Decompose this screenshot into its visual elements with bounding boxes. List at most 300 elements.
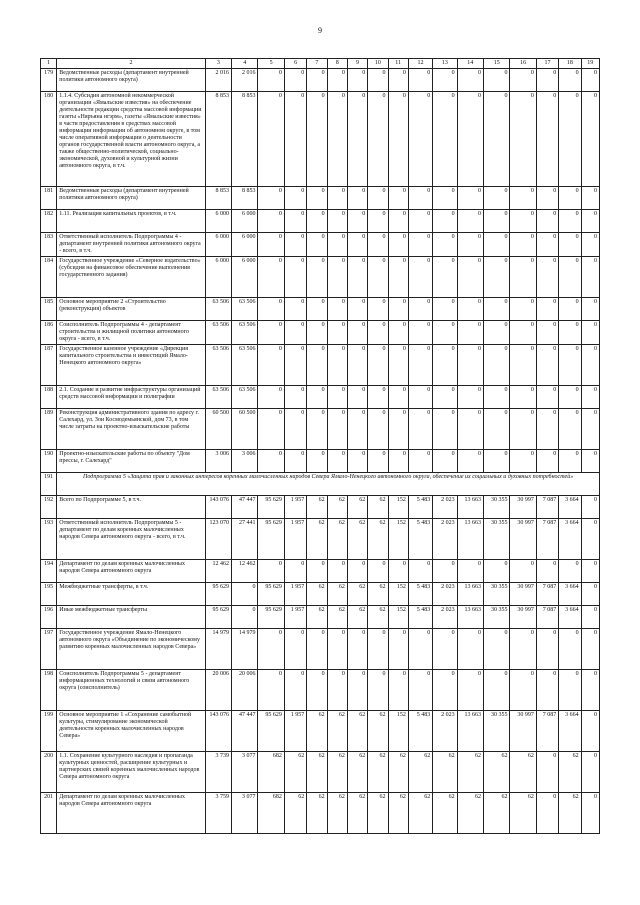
- amount-cell: 0: [388, 450, 408, 473]
- amount-cell: 0: [284, 69, 306, 92]
- amount-cell: 7 087: [536, 711, 558, 752]
- amount-cell: 0: [284, 321, 306, 345]
- amount-cell: 0: [536, 233, 558, 257]
- amount-cell: 0: [307, 560, 327, 583]
- amount-cell: 2 023: [433, 711, 457, 752]
- amount-cell: 0: [347, 450, 367, 473]
- amount-cell: 95 629: [258, 606, 284, 629]
- amount-cell: 62: [433, 793, 457, 834]
- column-header: 6: [284, 59, 306, 69]
- row-number: 195: [41, 583, 57, 606]
- amount-cell: 0: [484, 409, 510, 450]
- amount-cell: 0: [258, 257, 284, 298]
- amount-cell: 0: [433, 629, 457, 670]
- amount-cell: 0: [408, 560, 432, 583]
- amount-cell: 0: [484, 298, 510, 321]
- amount-cell: 0: [284, 210, 306, 233]
- amount-cell: 0: [388, 321, 408, 345]
- table-row: [41, 752, 600, 793]
- amount-cell: 0: [307, 321, 327, 345]
- amount-cell: 5 483: [408, 711, 432, 752]
- amount-cell: 62: [388, 793, 408, 834]
- amount-cell: 0: [408, 187, 432, 210]
- amount-cell: 0: [368, 321, 388, 345]
- amount-cell: 3 006: [232, 450, 258, 473]
- column-header: 16: [510, 59, 536, 69]
- amount-cell: 0: [510, 210, 536, 233]
- amount-cell: 0: [484, 629, 510, 670]
- amount-cell: 60 500: [205, 409, 231, 450]
- amount-cell: 0: [327, 92, 347, 187]
- amount-cell: 30 355: [484, 519, 510, 560]
- amount-cell: 0: [457, 210, 483, 233]
- amount-cell: 0: [536, 670, 558, 711]
- amount-cell: 0: [347, 629, 367, 670]
- amount-cell: 0: [433, 233, 457, 257]
- amount-cell: 62: [347, 793, 367, 834]
- amount-cell: 62: [559, 752, 581, 793]
- row-description: 1.11. Реализация капитальных проектов, в т.ч.: [57, 210, 205, 233]
- amount-cell: 63 506: [205, 345, 231, 386]
- amount-cell: 62: [347, 606, 367, 629]
- amount-cell: 0: [258, 69, 284, 92]
- amount-cell: 30 997: [510, 583, 536, 606]
- amount-cell: 27 441: [232, 519, 258, 560]
- amount-cell: 0: [457, 298, 483, 321]
- amount-cell: 0: [327, 629, 347, 670]
- amount-cell: 62: [368, 711, 388, 752]
- amount-cell: 0: [559, 210, 581, 233]
- amount-cell: 12 462: [232, 560, 258, 583]
- amount-cell: 62: [408, 793, 432, 834]
- amount-cell: 0: [510, 187, 536, 210]
- amount-cell: 13 663: [457, 711, 483, 752]
- amount-cell: 0: [258, 386, 284, 409]
- amount-cell: 3 077: [232, 793, 258, 834]
- amount-cell: 0: [307, 210, 327, 233]
- amount-cell: 0: [510, 321, 536, 345]
- amount-cell: 0: [433, 386, 457, 409]
- amount-cell: 0: [484, 560, 510, 583]
- amount-cell: 62: [368, 519, 388, 560]
- amount-cell: 0: [559, 187, 581, 210]
- amount-cell: 0: [368, 386, 388, 409]
- amount-cell: 0: [510, 345, 536, 386]
- amount-cell: 0: [388, 257, 408, 298]
- amount-cell: 0: [408, 298, 432, 321]
- column-header: 4: [232, 59, 258, 69]
- amount-cell: 0: [559, 670, 581, 711]
- amount-cell: 0: [408, 629, 432, 670]
- amount-cell: 3 006: [205, 450, 231, 473]
- column-header: 14: [457, 59, 483, 69]
- amount-cell: 0: [347, 298, 367, 321]
- amount-cell: 62: [484, 752, 510, 793]
- amount-cell: 0: [559, 321, 581, 345]
- amount-cell: 62: [307, 793, 327, 834]
- table-row: [41, 711, 600, 752]
- amount-cell: 0: [433, 298, 457, 321]
- amount-cell: 3 739: [205, 752, 231, 793]
- amount-cell: 12 462: [205, 560, 231, 583]
- amount-cell: 60 500: [232, 409, 258, 450]
- amount-cell: 0: [581, 298, 599, 321]
- amount-cell: 143 076: [205, 496, 231, 519]
- amount-cell: 30 997: [510, 496, 536, 519]
- table-row: [41, 345, 600, 386]
- column-header: 18: [559, 59, 581, 69]
- amount-cell: 7 087: [536, 519, 558, 560]
- amount-cell: 0: [433, 670, 457, 711]
- amount-cell: 0: [232, 583, 258, 606]
- amount-cell: 0: [347, 670, 367, 711]
- amount-cell: 8 853: [205, 92, 231, 187]
- table-row: [41, 187, 600, 210]
- row-number: 192: [41, 496, 57, 519]
- amount-cell: 0: [536, 345, 558, 386]
- amount-cell: 30 355: [484, 583, 510, 606]
- amount-cell: 0: [327, 69, 347, 92]
- amount-cell: 95 629: [205, 606, 231, 629]
- amount-cell: 0: [368, 560, 388, 583]
- amount-cell: 0: [327, 187, 347, 210]
- amount-cell: 0: [307, 233, 327, 257]
- amount-cell: 1 957: [284, 496, 306, 519]
- amount-cell: 0: [258, 92, 284, 187]
- amount-cell: 0: [581, 187, 599, 210]
- column-header: 2: [57, 59, 205, 69]
- amount-cell: 0: [510, 233, 536, 257]
- amount-cell: 3 664: [559, 519, 581, 560]
- column-header: 11: [388, 59, 408, 69]
- amount-cell: 62: [388, 752, 408, 793]
- amount-cell: 63 506: [205, 321, 231, 345]
- amount-cell: 1 957: [284, 583, 306, 606]
- amount-cell: 0: [307, 450, 327, 473]
- amount-cell: 0: [457, 92, 483, 187]
- column-header: 15: [484, 59, 510, 69]
- amount-cell: 62: [347, 496, 367, 519]
- row-number: 191: [41, 473, 57, 496]
- amount-cell: 0: [457, 257, 483, 298]
- amount-cell: 62: [327, 583, 347, 606]
- table-row: [41, 670, 600, 711]
- amount-cell: 0: [284, 670, 306, 711]
- row-number: 198: [41, 670, 57, 711]
- section-heading: Подпрограмма 5 «Защита прав и законных интересов коренных малочисленных народов Севера Ямало-Ненецкого автономного округа, обеспечение их социальных и духовных потребностей»: [57, 473, 600, 496]
- amount-cell: 0: [347, 257, 367, 298]
- amount-cell: 0: [368, 233, 388, 257]
- amount-cell: 0: [581, 793, 599, 834]
- amount-cell: 0: [484, 92, 510, 187]
- row-number: 199: [41, 711, 57, 752]
- amount-cell: 0: [559, 69, 581, 92]
- amount-cell: 0: [484, 670, 510, 711]
- amount-cell: 0: [388, 298, 408, 321]
- amount-cell: 0: [536, 257, 558, 298]
- amount-cell: 0: [536, 386, 558, 409]
- amount-cell: 0: [433, 345, 457, 386]
- amount-cell: 0: [408, 233, 432, 257]
- amount-cell: 0: [284, 92, 306, 187]
- amount-cell: 0: [581, 450, 599, 473]
- row-number: 188: [41, 386, 57, 409]
- row-number: 194: [41, 560, 57, 583]
- amount-cell: 0: [284, 450, 306, 473]
- amount-cell: 0: [559, 450, 581, 473]
- amount-cell: 0: [327, 670, 347, 711]
- amount-cell: 0: [284, 386, 306, 409]
- amount-cell: 13 663: [457, 519, 483, 560]
- amount-cell: 0: [581, 386, 599, 409]
- amount-cell: 30 997: [510, 519, 536, 560]
- amount-cell: 0: [536, 793, 558, 834]
- amount-cell: 95 629: [258, 519, 284, 560]
- amount-cell: 0: [484, 69, 510, 92]
- amount-cell: 123 070: [205, 519, 231, 560]
- row-description: Основное мероприятие 1 «Сохранение самобытной культуры, стимулирование экономической деятельности коренных малочисленных народов Севера»: [57, 711, 205, 752]
- amount-cell: 0: [581, 629, 599, 670]
- amount-cell: 0: [433, 450, 457, 473]
- amount-cell: 2 023: [433, 606, 457, 629]
- amount-cell: 0: [484, 386, 510, 409]
- table-row: [41, 409, 600, 450]
- amount-cell: 63 506: [232, 345, 258, 386]
- row-description: Департамент по делам коренных малочисленных народов Севера автономного округа: [57, 793, 205, 834]
- amount-cell: 95 629: [258, 711, 284, 752]
- amount-cell: 63 506: [232, 386, 258, 409]
- row-number: 200: [41, 752, 57, 793]
- amount-cell: 0: [484, 187, 510, 210]
- amount-cell: 0: [388, 670, 408, 711]
- row-description: Иные межбюджетные трансферты: [57, 606, 205, 629]
- amount-cell: 0: [457, 670, 483, 711]
- amount-cell: 47 447: [232, 711, 258, 752]
- amount-cell: 143 076: [205, 711, 231, 752]
- amount-cell: 3 759: [205, 793, 231, 834]
- amount-cell: 5 483: [408, 496, 432, 519]
- amount-cell: 62: [510, 793, 536, 834]
- amount-cell: 0: [388, 69, 408, 92]
- column-header: 3: [205, 59, 231, 69]
- amount-cell: 152: [388, 711, 408, 752]
- row-description: Ведомственные расходы (департамент внутренней политики автономного округа): [57, 187, 205, 210]
- amount-cell: 0: [327, 560, 347, 583]
- amount-cell: 95 629: [258, 583, 284, 606]
- amount-cell: 0: [536, 629, 558, 670]
- amount-cell: 6 000: [205, 233, 231, 257]
- amount-cell: 0: [258, 409, 284, 450]
- table-row: [41, 233, 600, 257]
- amount-cell: 0: [408, 92, 432, 187]
- table-row: [41, 583, 600, 606]
- amount-cell: 62: [559, 793, 581, 834]
- row-number: 181: [41, 187, 57, 210]
- amount-cell: 0: [581, 233, 599, 257]
- amount-cell: 0: [484, 233, 510, 257]
- table-row: [41, 793, 600, 834]
- amount-cell: 62: [327, 793, 347, 834]
- amount-cell: 0: [457, 187, 483, 210]
- row-number: 184: [41, 257, 57, 298]
- amount-cell: 0: [536, 560, 558, 583]
- amount-cell: 1 957: [284, 519, 306, 560]
- amount-cell: 2 023: [433, 519, 457, 560]
- amount-cell: 0: [433, 409, 457, 450]
- amount-cell: 152: [388, 583, 408, 606]
- amount-cell: 3 664: [559, 606, 581, 629]
- amount-cell: 0: [347, 92, 367, 187]
- amount-cell: 0: [408, 210, 432, 233]
- amount-cell: 8 853: [232, 92, 258, 187]
- amount-cell: 0: [307, 92, 327, 187]
- amount-cell: 3 664: [559, 583, 581, 606]
- amount-cell: 6 000: [232, 233, 258, 257]
- amount-cell: 152: [388, 496, 408, 519]
- amount-cell: 0: [347, 321, 367, 345]
- amount-cell: 1 957: [284, 711, 306, 752]
- amount-cell: 13 663: [457, 583, 483, 606]
- row-description: Государственное казенное учреждение «Дирекция капитального строительства и инвестиций Ямало-Ненецкого автономного округа»: [57, 345, 205, 386]
- amount-cell: 62: [307, 519, 327, 560]
- amount-cell: 0: [307, 386, 327, 409]
- amount-cell: 14 979: [205, 629, 231, 670]
- amount-cell: 0: [510, 450, 536, 473]
- amount-cell: 95 629: [205, 583, 231, 606]
- amount-cell: 62: [327, 519, 347, 560]
- row-description: Ответственный исполнитель Подпрограммы 4 - департамент внутренней политики автономного округа - всего, в т.ч.: [57, 233, 205, 257]
- row-description: Соисполнитель Подпрограммы 5 - департамент информационных технологий и связи автономного округа (соисполнитель): [57, 670, 205, 711]
- amount-cell: 6 000: [232, 257, 258, 298]
- amount-cell: 62: [368, 793, 388, 834]
- amount-cell: 0: [347, 386, 367, 409]
- amount-cell: 0: [327, 345, 347, 386]
- amount-cell: 0: [258, 187, 284, 210]
- amount-cell: 13 663: [457, 496, 483, 519]
- amount-cell: 0: [327, 210, 347, 233]
- amount-cell: 0: [258, 210, 284, 233]
- amount-cell: 0: [258, 670, 284, 711]
- amount-cell: 0: [258, 629, 284, 670]
- amount-cell: 0: [408, 69, 432, 92]
- amount-cell: 0: [307, 298, 327, 321]
- amount-cell: 0: [368, 298, 388, 321]
- amount-cell: 13 663: [457, 606, 483, 629]
- amount-cell: 0: [581, 92, 599, 187]
- amount-cell: 62: [457, 752, 483, 793]
- amount-cell: 0: [368, 92, 388, 187]
- amount-cell: 0: [368, 409, 388, 450]
- amount-cell: 0: [368, 670, 388, 711]
- table-row: [41, 519, 600, 560]
- amount-cell: 0: [457, 69, 483, 92]
- amount-cell: 0: [457, 560, 483, 583]
- amount-cell: 0: [433, 210, 457, 233]
- amount-cell: 0: [536, 752, 558, 793]
- row-number: 186: [41, 321, 57, 345]
- row-number: 196: [41, 606, 57, 629]
- amount-cell: 62: [368, 752, 388, 793]
- row-number: 183: [41, 233, 57, 257]
- amount-cell: 0: [559, 345, 581, 386]
- amount-cell: 0: [388, 345, 408, 386]
- row-description: Проектно-изыскательские работы по объекту "Дом прессы, г. Салехард": [57, 450, 205, 473]
- table-row: [41, 69, 600, 92]
- amount-cell: 62: [327, 711, 347, 752]
- amount-cell: 0: [536, 450, 558, 473]
- table-row: [41, 473, 600, 496]
- table-row: [41, 321, 600, 345]
- amount-cell: 682: [258, 793, 284, 834]
- amount-cell: 0: [368, 257, 388, 298]
- amount-cell: 0: [510, 560, 536, 583]
- amount-cell: 0: [510, 409, 536, 450]
- amount-cell: 63 506: [205, 386, 231, 409]
- amount-cell: 6 000: [205, 210, 231, 233]
- amount-cell: 0: [457, 386, 483, 409]
- amount-cell: 0: [457, 629, 483, 670]
- amount-cell: 0: [408, 321, 432, 345]
- amount-cell: 62: [327, 606, 347, 629]
- amount-cell: 0: [457, 450, 483, 473]
- amount-cell: 0: [258, 450, 284, 473]
- amount-cell: 0: [388, 210, 408, 233]
- amount-cell: 2 023: [433, 583, 457, 606]
- amount-cell: 152: [388, 519, 408, 560]
- amount-cell: 95 629: [258, 496, 284, 519]
- amount-cell: 0: [510, 257, 536, 298]
- amount-cell: 0: [536, 298, 558, 321]
- amount-cell: 0: [536, 409, 558, 450]
- column-header: 19: [581, 59, 599, 69]
- table-row: [41, 496, 600, 519]
- amount-cell: 62: [510, 752, 536, 793]
- amount-cell: 0: [433, 187, 457, 210]
- row-number: 197: [41, 629, 57, 670]
- amount-cell: 30 355: [484, 496, 510, 519]
- row-description: 2.1. Создание и развитие инфраструктуры организаций средств массовой информации и полиграфии: [57, 386, 205, 409]
- amount-cell: 0: [408, 345, 432, 386]
- amount-cell: 0: [536, 187, 558, 210]
- amount-cell: 0: [258, 233, 284, 257]
- column-header: 9: [347, 59, 367, 69]
- amount-cell: 0: [347, 210, 367, 233]
- amount-cell: 30 997: [510, 606, 536, 629]
- amount-cell: 0: [457, 321, 483, 345]
- column-header: 8: [327, 59, 347, 69]
- amount-cell: 30 355: [484, 711, 510, 752]
- row-description: Ответственный исполнитель Подпрограммы 5 - департамент по делам коренных малочисленных народов Севера автономного округа - всего, в т.ч.: [57, 519, 205, 560]
- amount-cell: 0: [388, 386, 408, 409]
- amount-cell: 0: [258, 345, 284, 386]
- amount-cell: 0: [408, 670, 432, 711]
- amount-cell: 3 077: [232, 752, 258, 793]
- amount-cell: 0: [307, 257, 327, 298]
- amount-cell: 0: [581, 496, 599, 519]
- amount-cell: 0: [347, 560, 367, 583]
- row-number: 201: [41, 793, 57, 834]
- amount-cell: 5 483: [408, 583, 432, 606]
- amount-cell: 0: [510, 629, 536, 670]
- amount-cell: 0: [347, 69, 367, 92]
- amount-cell: 0: [484, 210, 510, 233]
- amount-cell: 0: [559, 257, 581, 298]
- amount-cell: 0: [327, 450, 347, 473]
- table-row: [41, 386, 600, 409]
- amount-cell: 62: [307, 752, 327, 793]
- column-header: 12: [408, 59, 432, 69]
- amount-cell: 0: [368, 210, 388, 233]
